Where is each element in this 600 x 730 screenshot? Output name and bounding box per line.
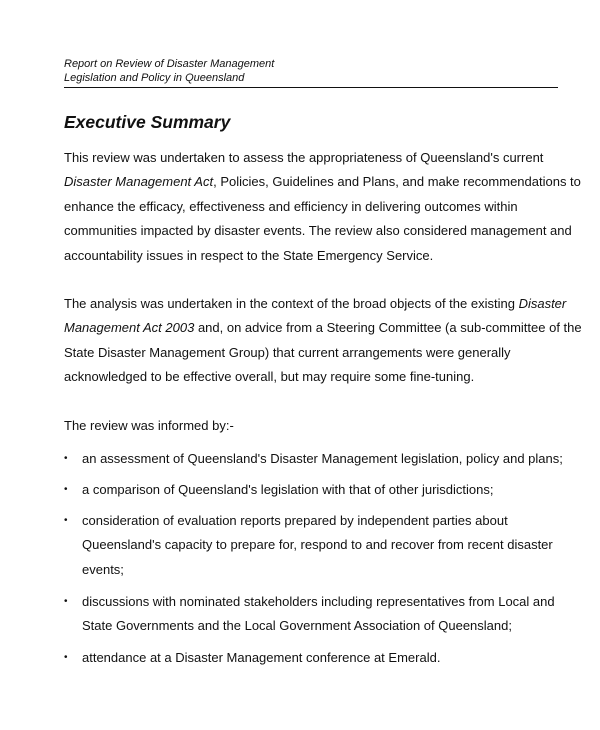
header-line-2: Legislation and Policy in Queensland [64,72,245,84]
act-name-italic-part-1: Disaster [518,296,567,311]
section-title: Executive Summary [64,112,231,132]
paragraph-2-line-1 [64,292,567,316]
paragraph-1-line-4: communities impacted by disaster events. The review also considered management and [64,223,572,239]
header-divider [64,87,558,88]
list-item-line: events; [82,561,124,577]
list-item-line: a comparison of Queensland's legislation with that of other jurisdictions; [82,482,494,497]
bullet-icon: • [64,453,68,464]
paragraph-1-line-2-rest: , Policies, Guidelines and Plans, and make recommendations to [213,174,581,190]
list-item-line: discussions with nominated stakeholders including representatives from Local and [82,594,555,609]
list-item-line: attendance at a Disaster Management conference at Emerald. [82,650,441,665]
paragraph-2-line-3: State Disaster Management Group) that current arrangements were generally [64,344,511,360]
header-line-1: Report on Review of Disaster Management [64,58,275,70]
paragraph-2-line-1-start: The analysis was undertaken in the context of the broad objects of the existing [64,296,519,311]
running-header [64,57,274,85]
paragraph-2-line-4: acknowledged to be effective overall, but may require some fine-tuning. [64,369,475,385]
bullet-icon: • [64,515,68,526]
list-item-line: consideration of evaluation reports prepared by independent parties about [82,513,508,528]
bullet-icon: • [64,652,68,663]
paragraph-1 [64,146,581,268]
bullet-icon: • [64,484,68,495]
paragraph-1-line-3: enhance the efficacy, effectiveness and efficiency in delivering outcomes within [64,198,518,214]
list-item-text [82,646,552,670]
act-name-italic-part-2: Management Act 2003 [64,320,195,336]
list-item-text [82,478,552,502]
list-item-text [82,447,563,471]
paragraph-2-line-2-rest: and, on advice from a Steering Committee (a sub-committee of the [194,320,582,336]
list-intro: The review was informed by:- [64,418,234,433]
list-item-line: Queensland's capacity to prepare for, respond to and recover from recent disaster [82,537,553,553]
bullet-icon: • [64,596,68,607]
list-item-text [82,590,555,639]
paragraph-2-line-2 [64,316,582,340]
list-item-line: an assessment of Queensland's Disaster Management legislation, policy and plans; [82,451,563,466]
list-item-line: State Governments and the Local Government Association of Queensland; [82,618,512,634]
paragraph-1-line-1: This review was undertaken to assess the appropriateness of Queensland's current [64,150,544,165]
act-name-italic: Disaster Management Act [64,174,214,190]
paragraph-2 [64,292,582,390]
list-item-text [82,509,552,582]
paragraph-1-line-5: accountability issues in respect to the State Emergency Service. [64,247,434,263]
paragraph-1-line-2 [64,170,581,194]
